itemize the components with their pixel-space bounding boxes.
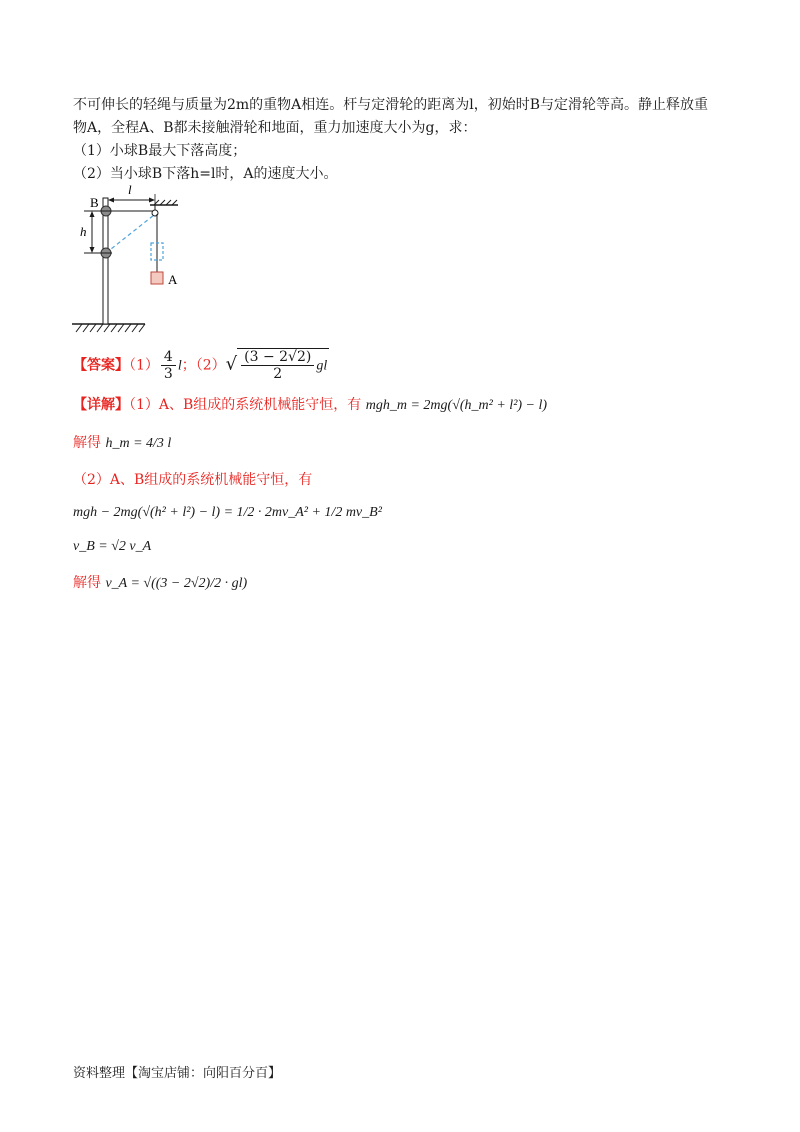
physics-diagram xyxy=(70,180,190,335)
question-line-2: 物A，全程A、B都未接触滑轮和地面，重力加速度大小为g，求： xyxy=(73,120,477,136)
equation-2: mgh − 2mg(√(h² + l²) − l) = 1/2 · 2mv_A² + 1/2 mv_B² xyxy=(73,505,382,520)
label-B: B xyxy=(90,195,99,210)
solution-tag: 【详解】 xyxy=(73,397,129,413)
solution-part-2: （2）A、B组成的系统机械能守恒，有 xyxy=(73,472,313,488)
answer-line: 【答案】（1） $\frac{4}{3}$ l；（2）√ $\frac{(3 - 2√2)}{2}$ gl xyxy=(73,349,328,382)
label-h: h xyxy=(80,224,87,239)
question-part-2: （2）当小球B下落h=l时，A的速度大小。 xyxy=(73,166,338,182)
answer-sqrt-expr: $\frac{(3 - 2√2)}{2}$ gl xyxy=(237,348,329,382)
answer-var-l: l xyxy=(177,358,182,374)
solution-part-1-text: （1）A、B组成的系统机械能守恒，有 xyxy=(129,397,362,413)
result-2-expr: v_A = √((3 − 2√2)/2 · gl) xyxy=(105,576,248,591)
question-part-1: （1）小球B最大下落高度； xyxy=(73,143,247,159)
answer-part-1-label: （1） xyxy=(129,357,159,374)
equation-3: v_B = √2 v_A xyxy=(73,539,152,554)
result-2 xyxy=(73,573,247,594)
result-1 xyxy=(73,433,171,454)
result-2-prefix: 解得 xyxy=(73,575,101,591)
answer-fraction-1: $\frac{4}{3}$ xyxy=(161,349,176,382)
result-1-expr: h_m = 4/3 l xyxy=(105,436,172,451)
answer-separator: ；（2） xyxy=(181,357,226,374)
solution-part-1 xyxy=(73,395,547,416)
label-A: A xyxy=(168,272,178,287)
footer-source: 资料整理【淘宝店铺：向阳百分百】 xyxy=(73,1066,282,1081)
answer-tag: 【答案】 xyxy=(73,357,129,374)
result-1-prefix: 解得 xyxy=(73,435,101,451)
equation-1: mgh_m = 2mg(√(h_m² + l²) − l) xyxy=(365,398,548,413)
label-l: l xyxy=(128,182,132,197)
question-line-1: 不可伸长的轻绳与质量为2m的重物A相连。杆与定滑轮的距离为l，初始时B与定滑轮等高。静止释放重 xyxy=(73,97,709,113)
